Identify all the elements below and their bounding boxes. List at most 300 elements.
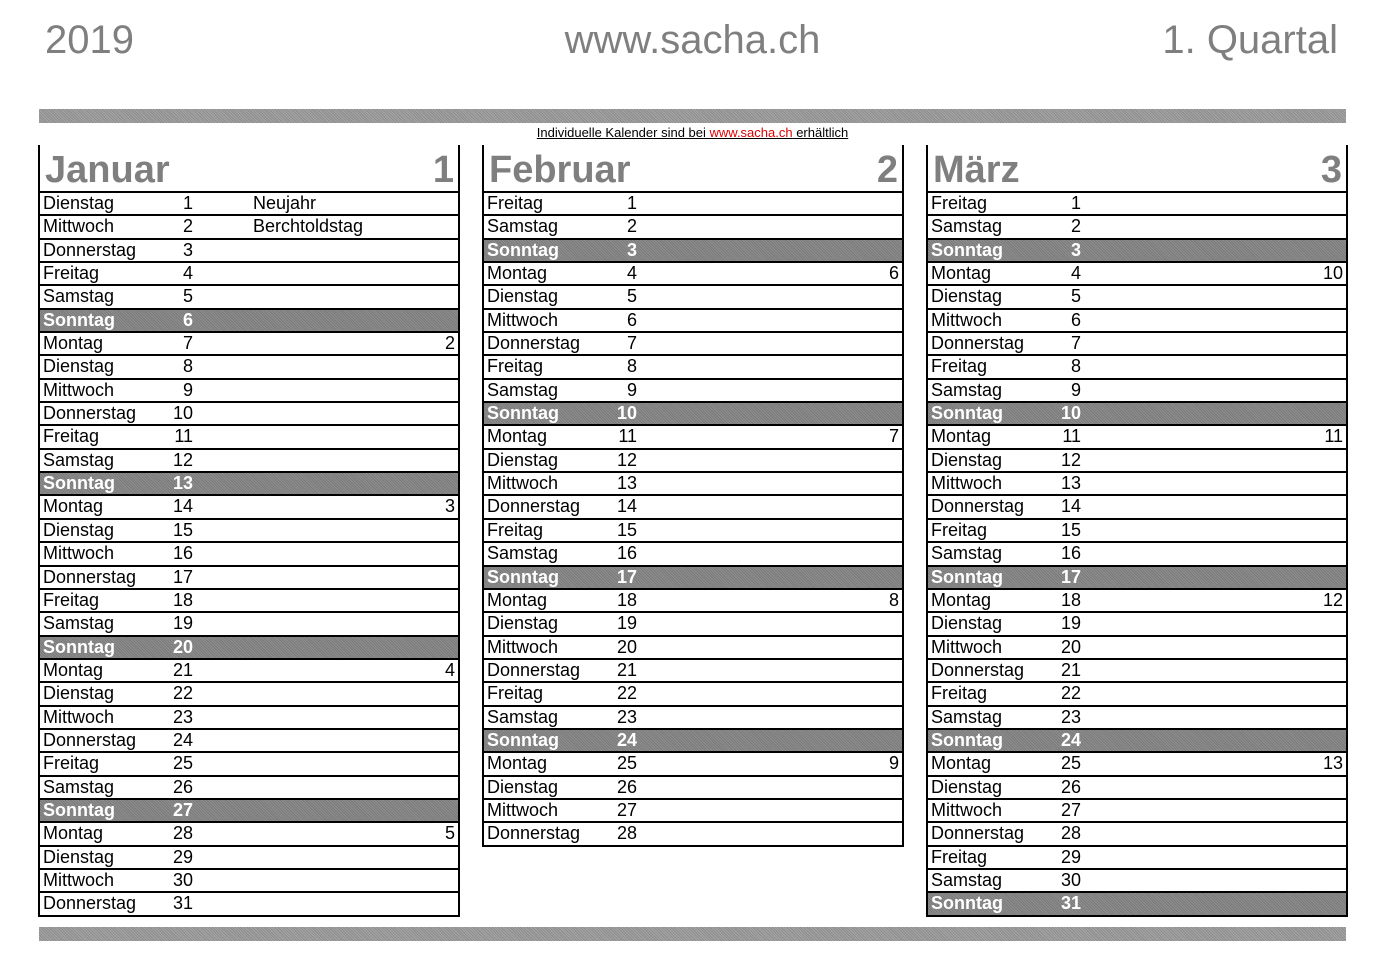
weekday-label: Dienstag	[487, 449, 559, 470]
weekday-label: Sonntag	[43, 636, 115, 657]
day-number: 28	[1060, 823, 1081, 844]
weekday-label: Dienstag	[931, 776, 1003, 797]
weekday-label: Mittwoch	[487, 309, 559, 330]
month-january	[38, 145, 460, 917]
day-number: 22	[1060, 683, 1081, 704]
day-row	[40, 333, 458, 356]
month-february	[482, 145, 904, 847]
day-number: 4	[626, 263, 637, 284]
day-number: 20	[1060, 636, 1081, 657]
month-header	[484, 145, 902, 193]
day-row	[40, 800, 458, 823]
week-number: 4	[444, 659, 455, 680]
weekday-label: Mittwoch	[487, 799, 559, 820]
weekday-label: Montag	[931, 589, 992, 610]
day-row	[484, 800, 902, 823]
weekday-label: Mittwoch	[487, 636, 559, 657]
weekday-label: Mittwoch	[43, 706, 115, 727]
weekday-label: Freitag	[931, 519, 988, 540]
day-row	[928, 496, 1346, 519]
day-number: 23	[616, 706, 637, 727]
day-row	[484, 707, 902, 730]
weekday-label: Freitag	[931, 683, 988, 704]
day-row	[484, 567, 902, 590]
day-number: 14	[172, 496, 193, 517]
day-row	[928, 730, 1346, 753]
day-number: 30	[172, 869, 193, 890]
day-number: 12	[1060, 449, 1081, 470]
day-number: 13	[1060, 473, 1081, 494]
day-number: 19	[1060, 613, 1081, 634]
promo-note-text: Individuelle Kalender sind bei	[536, 125, 710, 140]
weekday-label: Dienstag	[931, 449, 1003, 470]
day-row	[40, 240, 458, 263]
day-row	[40, 543, 458, 566]
weekday-label: Freitag	[487, 193, 544, 213]
weekday-label: Samstag	[43, 286, 115, 307]
day-row	[928, 800, 1346, 823]
weekday-label: Montag	[43, 659, 104, 680]
day-number: 20	[172, 636, 193, 657]
weekday-label: Montag	[43, 823, 104, 844]
week-number: 12	[1322, 589, 1343, 610]
day-row	[928, 473, 1346, 496]
week-number: 13	[1322, 753, 1343, 774]
weekday-label: Mittwoch	[43, 379, 115, 400]
day-row	[40, 193, 458, 216]
day-row	[40, 310, 458, 333]
day-row	[40, 450, 458, 473]
day-row	[484, 263, 902, 286]
day-number: 25	[172, 753, 193, 774]
day-row	[484, 543, 902, 566]
weekday-label: Dienstag	[43, 193, 115, 213]
day-row	[928, 426, 1346, 449]
weekday-label: Freitag	[931, 846, 988, 867]
day-number: 15	[1060, 519, 1081, 540]
day-number: 7	[626, 333, 637, 354]
day-number: 28	[172, 823, 193, 844]
day-number: 6	[626, 309, 637, 330]
day-row	[928, 403, 1346, 426]
weekday-label: Freitag	[487, 519, 544, 540]
day-number: 1	[182, 193, 193, 213]
day-number: 26	[172, 776, 193, 797]
day-row	[928, 870, 1346, 893]
day-row	[40, 496, 458, 519]
day-row	[484, 613, 902, 636]
week-number: 7	[888, 426, 899, 447]
day-row	[40, 473, 458, 496]
day-number: 13	[172, 473, 193, 494]
day-row	[928, 310, 1346, 333]
day-number: 20	[616, 636, 637, 657]
day-row	[40, 356, 458, 379]
day-list	[928, 193, 1346, 917]
day-number: 4	[182, 263, 193, 284]
weekday-label: Samstag	[487, 379, 559, 400]
weekday-label: Freitag	[43, 263, 100, 284]
day-row	[928, 450, 1346, 473]
weekday-label: Samstag	[43, 776, 115, 797]
bottom-divider	[39, 927, 1346, 941]
weekday-label: Donnerstag	[487, 333, 581, 354]
weekday-label: Montag	[931, 263, 992, 284]
day-number: 16	[616, 543, 637, 564]
day-number: 9	[1070, 379, 1081, 400]
day-row	[484, 333, 902, 356]
weekday-label: Freitag	[43, 589, 100, 610]
day-number: 19	[616, 613, 637, 634]
day-number: 10	[616, 403, 637, 424]
day-row	[484, 356, 902, 379]
weekday-label: Mittwoch	[931, 473, 1003, 494]
day-number: 3	[626, 239, 637, 260]
day-number: 22	[616, 683, 637, 704]
day-number: 13	[616, 473, 637, 494]
weekday-label: Donnerstag	[43, 403, 137, 424]
day-number: 2	[182, 216, 193, 237]
month-march	[926, 145, 1348, 917]
day-number: 19	[172, 613, 193, 634]
day-row	[928, 847, 1346, 870]
weekday-label: Sonntag	[931, 893, 1003, 914]
day-number: 21	[616, 659, 637, 680]
day-row	[484, 637, 902, 660]
day-row	[40, 380, 458, 403]
day-row	[40, 730, 458, 753]
day-row	[928, 590, 1346, 613]
weekday-label: Freitag	[43, 753, 100, 774]
day-number: 17	[1060, 566, 1081, 587]
day-number: 18	[1060, 589, 1081, 610]
day-number: 18	[616, 589, 637, 610]
weekday-label: Donnerstag	[931, 496, 1025, 517]
day-row	[40, 753, 458, 776]
day-row	[484, 730, 902, 753]
day-number: 1	[626, 193, 637, 213]
day-number: 7	[182, 333, 193, 354]
day-number: 11	[174, 426, 193, 447]
day-number: 24	[616, 729, 637, 750]
weekday-label: Sonntag	[931, 403, 1003, 424]
day-row	[928, 193, 1346, 216]
month-number: 3	[1320, 149, 1342, 191]
month-number: 2	[876, 149, 898, 191]
day-number: 23	[172, 706, 193, 727]
day-row	[40, 520, 458, 543]
day-row	[928, 240, 1346, 263]
day-row	[40, 823, 458, 846]
weekday-label: Montag	[43, 496, 104, 517]
weekday-label: Dienstag	[931, 613, 1003, 634]
weekday-label: Sonntag	[931, 566, 1003, 587]
day-row	[928, 216, 1346, 239]
weekday-label: Sonntag	[931, 239, 1003, 260]
day-number: 12	[172, 449, 193, 470]
day-row	[928, 707, 1346, 730]
day-row	[928, 520, 1346, 543]
weekday-label: Dienstag	[43, 683, 115, 704]
weekday-label: Donnerstag	[487, 496, 581, 517]
day-list	[484, 193, 902, 847]
day-number: 4	[1070, 263, 1081, 284]
month-name: Januar	[45, 149, 170, 191]
day-row	[40, 216, 458, 239]
day-number: 17	[616, 566, 637, 587]
weekday-label: Samstag	[931, 216, 1003, 237]
day-row	[928, 613, 1346, 636]
weekday-label: Donnerstag	[487, 823, 581, 844]
day-number: 15	[616, 519, 637, 540]
day-row	[40, 637, 458, 660]
day-row	[484, 496, 902, 519]
day-number: 31	[172, 893, 193, 914]
week-number: 11	[1324, 426, 1343, 447]
weekday-label: Mittwoch	[43, 216, 115, 237]
day-row	[40, 707, 458, 730]
day-row	[484, 286, 902, 309]
day-number: 22	[172, 683, 193, 704]
day-number: 21	[1060, 659, 1081, 680]
day-number: 31	[1060, 893, 1081, 914]
day-number: 10	[172, 403, 193, 424]
day-number: 8	[182, 356, 193, 377]
day-row	[928, 637, 1346, 660]
day-number: 29	[172, 846, 193, 867]
weekday-label: Mittwoch	[43, 543, 115, 564]
month-name: März	[933, 149, 1020, 191]
day-number: 27	[172, 799, 193, 820]
day-number: 9	[182, 379, 193, 400]
day-number: 21	[172, 659, 193, 680]
weekday-label: Sonntag	[487, 239, 559, 260]
day-row	[484, 310, 902, 333]
day-row	[40, 847, 458, 870]
day-row	[928, 777, 1346, 800]
day-row	[40, 660, 458, 683]
weekday-label: Samstag	[43, 449, 115, 470]
month-header	[40, 145, 458, 193]
weekday-label: Samstag	[931, 706, 1003, 727]
day-number: 2	[626, 216, 637, 237]
weekday-label: Dienstag	[487, 776, 559, 797]
weekday-label: Mittwoch	[931, 799, 1003, 820]
weekday-label: Montag	[931, 753, 992, 774]
day-number: 27	[616, 799, 637, 820]
day-row	[40, 263, 458, 286]
day-number: 10	[1060, 403, 1081, 424]
weekday-label: Mittwoch	[487, 473, 559, 494]
day-row	[40, 286, 458, 309]
weekday-label: Samstag	[487, 706, 559, 727]
month-header	[928, 145, 1346, 193]
weekday-label: Montag	[487, 753, 548, 774]
weekday-label: Samstag	[43, 613, 115, 634]
weekday-label: Samstag	[931, 379, 1003, 400]
day-row	[40, 567, 458, 590]
week-number: 9	[888, 753, 899, 774]
day-number: 18	[172, 589, 193, 610]
day-row	[928, 823, 1346, 846]
weekday-label: Sonntag	[43, 473, 115, 494]
weekday-label: Freitag	[487, 356, 544, 377]
week-number: 8	[888, 589, 899, 610]
day-number: 7	[1070, 333, 1081, 354]
day-row	[40, 893, 458, 916]
day-row	[484, 216, 902, 239]
weekday-label: Montag	[487, 589, 548, 610]
day-number: 26	[1060, 776, 1081, 797]
day-row	[40, 870, 458, 893]
day-number: 1	[1070, 193, 1081, 213]
day-row	[484, 403, 902, 426]
day-number: 26	[616, 776, 637, 797]
weekday-label: Samstag	[487, 216, 559, 237]
day-row	[928, 683, 1346, 706]
holiday-label: Neujahr	[253, 193, 317, 213]
day-row	[928, 263, 1346, 286]
weekday-label: Mittwoch	[931, 636, 1003, 657]
day-list	[40, 193, 458, 917]
weekday-label: Dienstag	[487, 613, 559, 634]
day-number: 25	[616, 753, 637, 774]
weekday-label: Samstag	[931, 543, 1003, 564]
weekday-label: Dienstag	[931, 286, 1003, 307]
day-row	[928, 333, 1346, 356]
weekday-label: Montag	[487, 263, 548, 284]
weekday-label: Mittwoch	[43, 869, 115, 890]
weekday-label: Donnerstag	[487, 659, 581, 680]
day-row	[484, 473, 902, 496]
day-row	[40, 426, 458, 449]
day-number: 8	[1070, 356, 1081, 377]
day-row	[928, 893, 1346, 916]
quarter-title: 1. Quartal	[1162, 18, 1338, 62]
day-row	[484, 660, 902, 683]
holiday-label: Berchtoldstag	[253, 216, 364, 237]
day-row	[40, 403, 458, 426]
day-number: 14	[1060, 496, 1081, 517]
weekday-label: Donnerstag	[43, 729, 137, 750]
day-number: 25	[1060, 753, 1081, 774]
day-row	[484, 590, 902, 613]
weekday-label: Samstag	[931, 869, 1003, 890]
day-row	[40, 777, 458, 800]
day-number: 28	[616, 823, 637, 844]
day-row	[484, 450, 902, 473]
weekday-label: Sonntag	[43, 309, 115, 330]
day-number: 23	[1060, 706, 1081, 727]
day-number: 15	[172, 519, 193, 540]
weekday-label: Dienstag	[43, 519, 115, 540]
weekday-label: Sonntag	[487, 729, 559, 750]
day-row	[484, 426, 902, 449]
day-number: 9	[626, 379, 637, 400]
weekday-label: Dienstag	[43, 846, 115, 867]
day-row	[484, 193, 902, 216]
top-divider	[39, 109, 1346, 123]
day-number: 2	[1070, 216, 1081, 237]
weekday-label: Sonntag	[43, 799, 115, 820]
day-number: 16	[1060, 543, 1081, 564]
weekday-label: Donnerstag	[43, 566, 137, 587]
week-number: 6	[888, 263, 899, 284]
week-number: 5	[444, 823, 455, 844]
weekday-label: Freitag	[931, 193, 988, 213]
weekday-label: Montag	[487, 426, 548, 447]
weekday-label: Sonntag	[487, 566, 559, 587]
day-row	[928, 286, 1346, 309]
day-row	[40, 613, 458, 636]
weekday-label: Montag	[931, 426, 992, 447]
day-number: 17	[172, 566, 193, 587]
day-row	[484, 683, 902, 706]
day-row	[40, 683, 458, 706]
day-number: 29	[1060, 846, 1081, 867]
day-row	[928, 567, 1346, 590]
day-row	[928, 380, 1346, 403]
weekday-label: Montag	[43, 333, 104, 354]
day-number: 11	[1062, 426, 1081, 447]
weekday-label: Mittwoch	[931, 309, 1003, 330]
day-number: 27	[1060, 799, 1081, 820]
day-row	[484, 823, 902, 846]
day-number: 8	[626, 356, 637, 377]
day-number: 30	[1060, 869, 1081, 890]
week-number: 10	[1322, 263, 1343, 284]
weekday-label: Donnerstag	[931, 823, 1025, 844]
promo-link[interactable]: www.sacha.ch	[709, 125, 793, 140]
month-name: Februar	[489, 149, 631, 191]
day-number: 6	[1070, 309, 1081, 330]
promo-note-suffix: erhältlich	[792, 125, 849, 140]
day-row	[928, 753, 1346, 776]
week-number: 3	[444, 496, 455, 517]
promo-note	[0, 125, 1380, 141]
day-row	[928, 543, 1346, 566]
day-number: 16	[172, 543, 193, 564]
weekday-label: Donnerstag	[931, 333, 1025, 354]
day-row	[484, 753, 902, 776]
day-row	[484, 777, 902, 800]
weekday-label: Sonntag	[487, 403, 559, 424]
day-number: 14	[616, 496, 637, 517]
weekday-label: Freitag	[487, 683, 544, 704]
day-row	[484, 520, 902, 543]
day-number: 3	[1070, 239, 1081, 260]
year-title: 2019	[45, 18, 134, 62]
weekday-label: Dienstag	[487, 286, 559, 307]
weekday-label: Donnerstag	[43, 893, 137, 914]
weekday-label: Freitag	[931, 356, 988, 377]
day-number: 3	[182, 239, 193, 260]
day-row	[484, 380, 902, 403]
day-number: 11	[618, 426, 637, 447]
day-row	[928, 356, 1346, 379]
weekday-label: Donnerstag	[931, 659, 1025, 680]
weekday-label: Sonntag	[931, 729, 1003, 750]
weekday-label: Samstag	[487, 543, 559, 564]
weekday-label: Freitag	[43, 426, 100, 447]
day-number: 5	[182, 286, 193, 307]
month-number: 1	[432, 149, 454, 191]
weekday-label: Dienstag	[43, 356, 115, 377]
day-number: 24	[1060, 729, 1081, 750]
week-number: 2	[444, 333, 455, 354]
day-number: 6	[182, 309, 193, 330]
day-number: 5	[1070, 286, 1081, 307]
